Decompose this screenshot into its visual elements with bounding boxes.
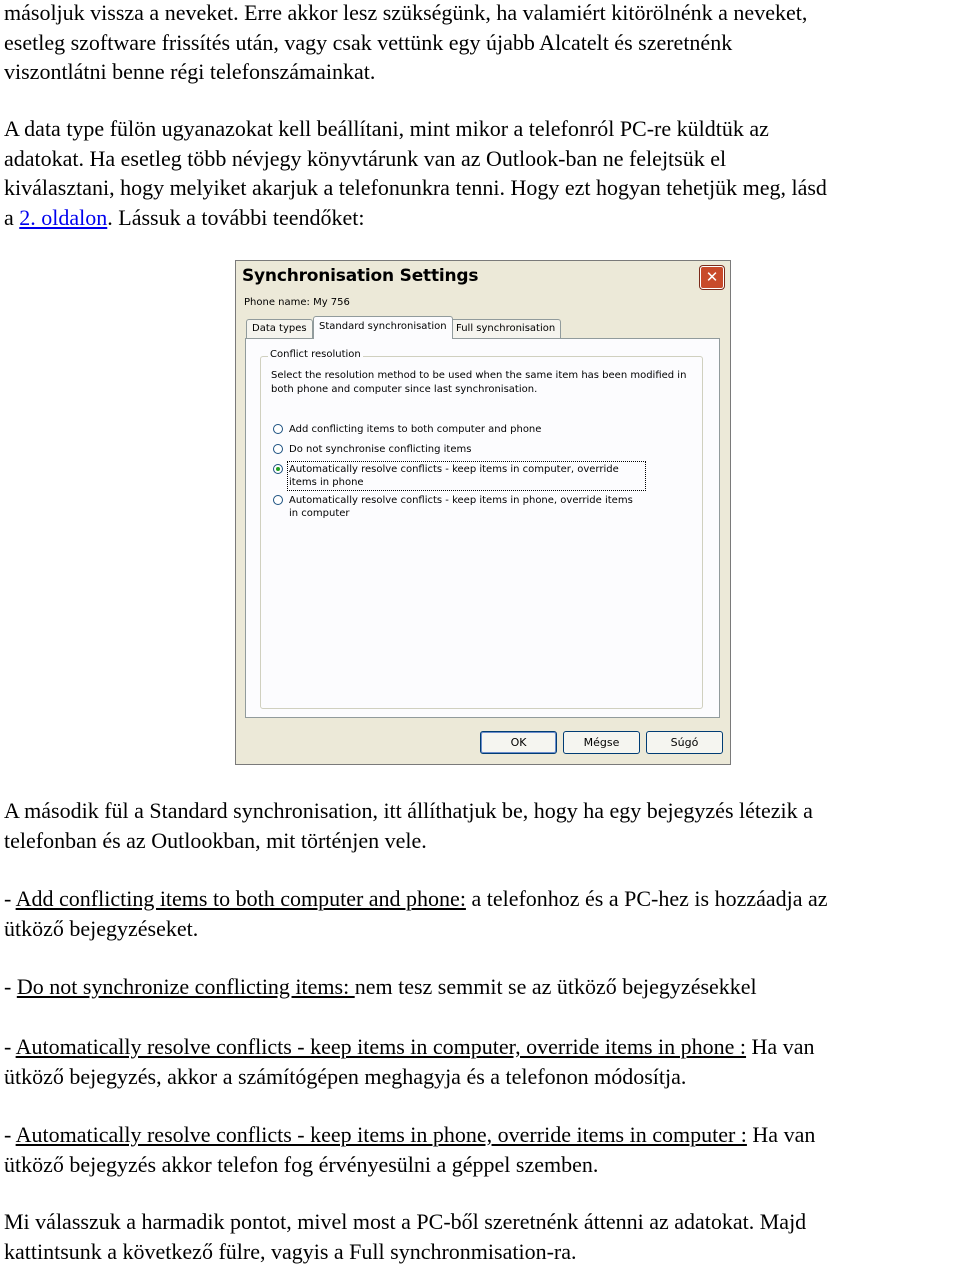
- item-text: Ha van: [746, 1122, 816, 1147]
- help-button[interactable]: Súgó: [646, 731, 723, 754]
- paragraph-final: [4, 1207, 806, 1266]
- option-label: Do not synchronise conflicting items: [289, 444, 472, 455]
- line: adatokat. Ha esetleg több névjegy könyvtárunk van az Outlook-ban ne felejtsük el: [4, 145, 727, 171]
- line: másoljuk vissza a neveket. Erre akkor lesz szükségünk, ha valamiért kitörölnénk a neveket,: [4, 0, 808, 25]
- line: kiválasztani, hogy melyiket akarjuk a telefonunkra tenni. Hogy ezt hogyan tehetjük meg, lásd: [4, 175, 827, 200]
- group-label: Conflict resolution: [270, 349, 361, 360]
- sync-settings-dialog: [235, 260, 731, 765]
- item-term: Automatically resolve conflicts - keep items in computer, override items in phone :: [15, 1034, 747, 1059]
- item-keep-computer: [4, 1032, 814, 1091]
- dialog-title: Synchronisation Settings: [242, 266, 479, 286]
- ok-button[interactable]: OK: [480, 731, 557, 754]
- radio-button[interactable]: [273, 444, 283, 454]
- line-suffix: . Lássuk a további teendőket:: [107, 204, 365, 230]
- cancel-button[interactable]: Mégse: [563, 731, 640, 754]
- item-add-conflicting: [4, 884, 828, 943]
- item-text: ütköző bejegyzéseket.: [4, 915, 199, 941]
- group-description: Select the resolution method to be used when the same item has been modified in both phone and computer since last synchronisation.: [271, 370, 687, 395]
- conflict-resolution-group: [260, 349, 703, 709]
- paragraph-standard-sync: [4, 796, 813, 855]
- line: telefonban és az Outlookban, mit történjen vele.: [4, 827, 427, 853]
- tab-panel: [245, 338, 720, 718]
- dash: -: [4, 886, 16, 911]
- tab-data-types[interactable]: Data types: [246, 319, 313, 338]
- item-text: Ha van: [746, 1034, 815, 1059]
- radio-button[interactable]: [273, 424, 283, 434]
- dash: -: [4, 1034, 16, 1059]
- close-icon[interactable]: ✕: [700, 266, 724, 289]
- line: A data type fülön ugyanazokat kell beállítani, mint mikor a telefonról PC-re küldtük az: [4, 116, 769, 141]
- dash: -: [4, 974, 17, 999]
- item-text: ütköző bejegyzés akkor telefon fog érvényesülni a géppel szemben.: [4, 1151, 599, 1177]
- paragraph-intro: [4, 0, 807, 87]
- item-term: Add conflicting items to both computer and phone:: [15, 886, 466, 911]
- option-label: Automatically resolve conflicts - keep items in computer, override items in phone: [289, 463, 644, 489]
- item-term: Automatically resolve conflicts - keep items in phone, override items in computer :: [15, 1122, 747, 1147]
- item-text: nem tesz semmit se az ütköző bejegyzésekkel: [354, 974, 757, 999]
- tab-standard-synchronisation[interactable]: Standard synchronisation: [313, 316, 453, 339]
- line: kattintsunk a következő fülre, vagyis a Full synchronmisation-ra.: [4, 1238, 577, 1264]
- item-term: Do not synchronize conflicting items:: [16, 974, 355, 999]
- option-label: Add conflicting items to both computer and phone: [289, 424, 542, 435]
- dash: -: [4, 1122, 16, 1147]
- line: esetleg szoftware frissítés után, vagy csak vettünk egy újabb Alcatelt és szeretnénk: [4, 29, 733, 55]
- item-text: ütköző bejegyzés, akkor a számítógépen meghagyja és a telefonon módosítja.: [4, 1063, 687, 1089]
- line: A második fül a Standard synchronisation, itt állíthatjuk be, hogy ha egy bejegyzés létezik a: [4, 798, 813, 823]
- tab-full-synchronisation[interactable]: Full synchronisation: [450, 319, 561, 338]
- option-label: Automatically resolve conflicts - keep items in phone, override items in computer: [289, 495, 633, 519]
- item-do-not-sync: [4, 972, 757, 1002]
- item-keep-phone: [4, 1120, 815, 1179]
- line: Mi válasszuk a harmadik pontot, mivel most a PC-ből szeretnénk áttenni az adatokat. Majd: [4, 1209, 807, 1234]
- item-text: a telefonhoz és a PC-hez is hozzáadja az: [465, 886, 828, 911]
- page-link[interactable]: 2. oldalon: [19, 204, 108, 230]
- line-prefix: a: [4, 204, 20, 230]
- paragraph-data-type: [4, 114, 827, 232]
- radio-button-selected[interactable]: [273, 464, 283, 474]
- phone-name-label: Phone name: My 756: [244, 297, 350, 308]
- radio-button[interactable]: [273, 495, 283, 505]
- line: viszontlátni benne régi telefonszámainkat.: [4, 59, 376, 84]
